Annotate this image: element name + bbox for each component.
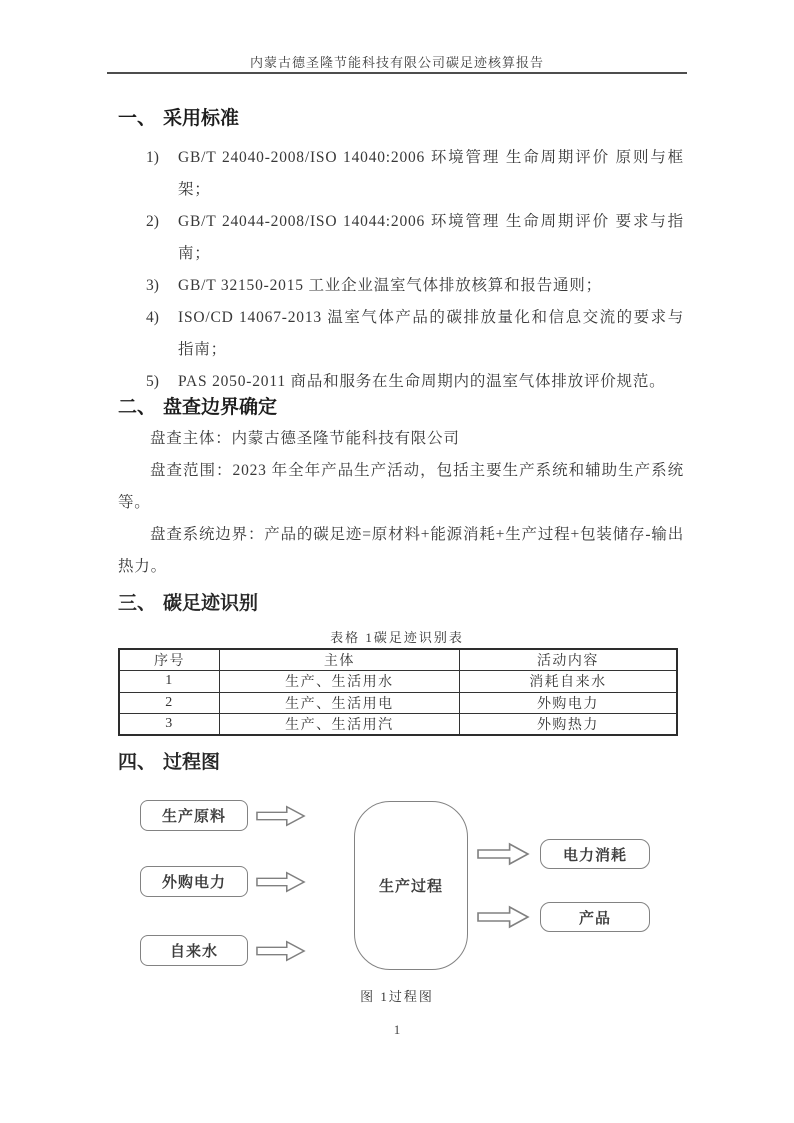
section-number: 二、: [118, 397, 157, 418]
header-rule: [107, 72, 687, 74]
list-item-text: GB/T 32150-2015 工业企业温室气体排放核算和报告通则；: [178, 277, 602, 294]
section-title: 采用标准: [163, 108, 240, 129]
running-header-title: 内蒙古德圣隆节能科技有限公司碳足迹核算报告: [249, 55, 544, 70]
diagram-input-purchased-electricity: 外购电力: [140, 866, 248, 897]
cell-subject: 生产、生活用汽: [219, 714, 459, 736]
page-number: 1: [393, 1022, 401, 1037]
col-header-index: 序号: [119, 649, 219, 671]
paragraph-subject: 盘查主体：内蒙古德圣隆节能科技有限公司: [150, 430, 460, 447]
figure-caption: 图 1过程图: [360, 989, 434, 1004]
table-row: [119, 714, 677, 736]
diagram-output-electricity-consumption: 电力消耗: [540, 839, 650, 869]
list-item-number: 1): [146, 149, 159, 166]
section-number: 一、: [118, 108, 157, 129]
list-item: [118, 302, 684, 366]
cell-activity: 外购热力: [459, 714, 677, 736]
section-heading-standards: [118, 103, 684, 130]
list-item-number: 2): [146, 213, 159, 230]
flow-arrow-icon: [256, 939, 306, 963]
section-title: 碳足迹识别: [163, 593, 259, 614]
section-title: 过程图: [163, 752, 221, 773]
list-item-number: 4): [146, 309, 159, 326]
col-header-subject: 主体: [219, 649, 459, 671]
table-header-row: [119, 649, 677, 671]
list-item-text: GB/T 24040-2008/ISO 14040:2006 环境管理 生命周期评价 原则与框架；: [178, 149, 684, 198]
diagram-output-product: 产品: [540, 902, 650, 932]
cell-index: 2: [119, 692, 219, 714]
flow-arrow-icon: [477, 904, 530, 930]
list-item-text: PAS 2050-2011 商品和服务在生命周期内的温室气体排放评价规范。: [178, 373, 666, 390]
table-row: [119, 692, 677, 714]
section-heading-footprint-identification: [118, 588, 684, 615]
list-item: [118, 206, 684, 270]
cell-index: 3: [119, 714, 219, 736]
section-number: 三、: [118, 593, 157, 614]
list-item-text: ISO/CD 14067-2013 温室气体产品的碳排放量化和信息交流的要求与指南；: [178, 309, 684, 358]
cell-subject: 生产、生活用水: [219, 671, 459, 693]
table-caption: 表格 1碳足迹识别表: [330, 630, 464, 645]
footprint-identification-table: [118, 648, 678, 736]
list-item-text: GB/T 24044-2008/ISO 14044:2006 环境管理 生命周期评价 要求与指南；: [178, 213, 684, 262]
section-heading-boundary: [118, 392, 684, 419]
table-row: [119, 671, 677, 693]
cell-activity: 外购电力: [459, 692, 677, 714]
flow-arrow-icon: [477, 841, 530, 867]
standards-list: [118, 142, 684, 398]
section-number: 四、: [118, 752, 157, 773]
paragraph-system-boundary: 盘查系统边界：产品的碳足迹=原材料+能源消耗+生产过程+包装储存-输出热力。: [118, 526, 684, 575]
list-item: [118, 142, 684, 206]
paragraph-scope: 盘查范围：2023 年全年产品生产活动，包括主要生产系统和辅助生产系统等。: [118, 462, 684, 511]
cell-activity: 消耗自来水: [459, 671, 677, 693]
list-item-number: 5): [146, 373, 159, 390]
list-item-number: 3): [146, 277, 159, 294]
section-title: 盘查边界确定: [163, 397, 278, 418]
cell-subject: 生产、生活用电: [219, 692, 459, 714]
col-header-activity: 活动内容: [459, 649, 677, 671]
diagram-process-box: 生产过程: [354, 801, 468, 970]
section-heading-process-diagram: [118, 747, 684, 774]
boundary-paragraphs: [118, 423, 684, 583]
diagram-input-raw-materials: 生产原料: [140, 800, 248, 831]
diagram-input-tap-water: 自来水: [140, 935, 248, 966]
cell-index: 1: [119, 671, 219, 693]
list-item: [118, 270, 684, 302]
flow-arrow-icon: [256, 804, 306, 828]
flow-arrow-icon: [256, 870, 306, 894]
